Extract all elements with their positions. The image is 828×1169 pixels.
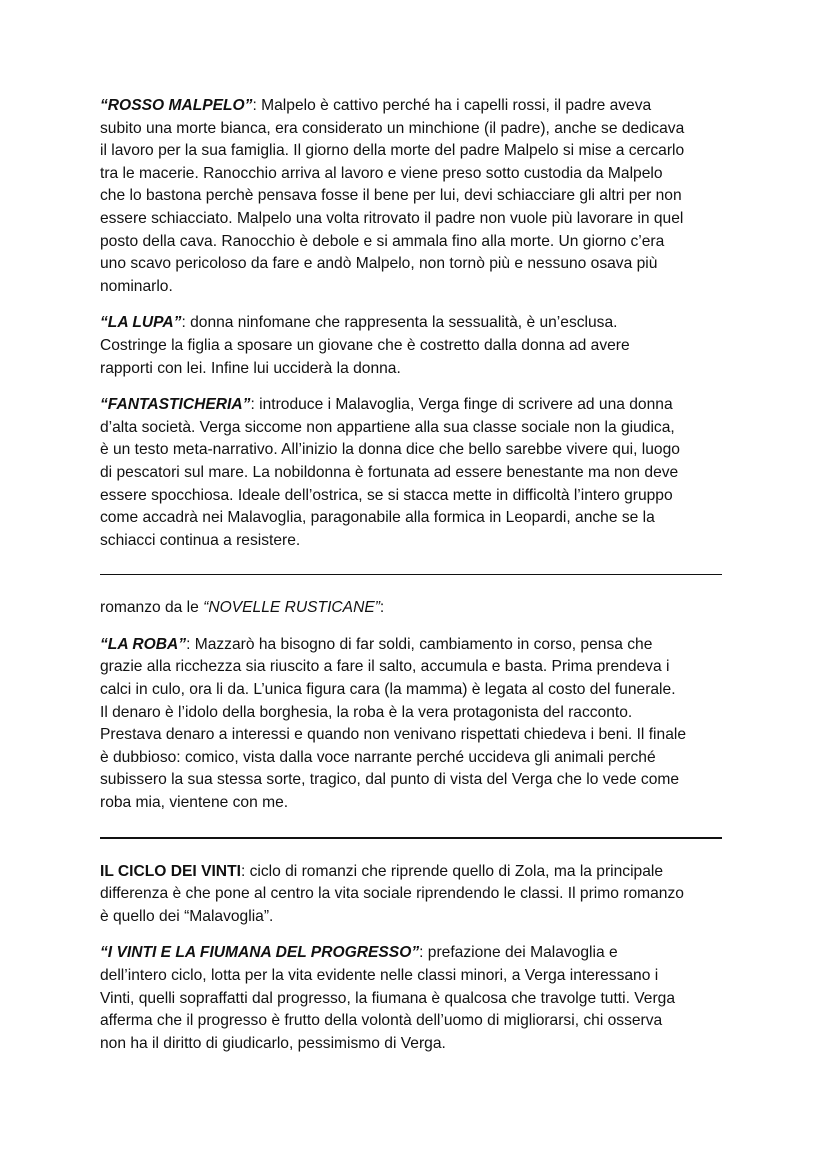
text-line: è dubbioso: comico, vista dalla voce narrante perché uccideva gli animali perché [100, 748, 656, 766]
text-line [100, 942, 728, 965]
text-line: subito una morte bianca, era considerato un minchione (il padre), anche se dedicava [100, 119, 685, 137]
paragraph-rosso-malpelo [100, 95, 728, 298]
text-line: il lavoro per la sua famiglia. Il giorno della morte del padre Malpelo si mise a cercarlo [100, 142, 685, 160]
section-title: “LA LUPA” [100, 314, 182, 332]
section-title: “LA ROBA” [100, 635, 187, 653]
text-line: Vinti, quelli sopraffatti dal progresso, la fiumana è qualcosa che travolge tutti. Verga [100, 989, 676, 1007]
text-line-content: : introduce i Malavoglia, Verga finge di scrivere ad una donna [250, 396, 673, 414]
text-line: è un testo meta-narrativo. All’inizio la donna dice che bello sarebbe vivere qui, luogo [100, 441, 680, 459]
novelle-title: “NOVELLE RUSTICANE” [203, 599, 380, 617]
text-line: non ha il diritto di giudicarlo, pessimismo di Verga. [100, 1034, 446, 1052]
section-title: “ROSSO MALPELO” [100, 97, 253, 114]
text-line: differenza è che pone al centro la vita sociale riprendendo le classi. Il primo romanzo [100, 885, 684, 903]
text-line: tra le macerie. Ranocchio arriva al lavoro e viene preso sotto custodia da Malpelo [100, 164, 663, 182]
paragraph-novelle-rusticane [100, 597, 728, 620]
section-title: “FANTASTICHERIA” [100, 396, 251, 414]
text-line [100, 394, 728, 417]
text-line: subissero la sua stessa sorte, tragico, dal punto di vista del Verga che lo vede come [100, 771, 680, 789]
text-line: rapporti con lei. Infine lui ucciderà la donna. [100, 359, 401, 377]
text-line: dell’intero ciclo, lotta per la vita evidente nelle classi minori, a Verga interessano i [100, 967, 659, 984]
text-line [100, 634, 728, 657]
text-line-content: : Malpelo è cattivo perché ha i capelli rossi, il padre aveva [252, 97, 652, 114]
text-line: essere spocchiosa. Ideale dell’ostrica, se si stacca mette in difficoltà l’intero gruppo [100, 486, 673, 504]
text-line: nominarlo. [100, 277, 173, 295]
paragraph-fantasticheria [100, 394, 728, 552]
novelle-suffix: : [379, 599, 385, 617]
text-line-content: : ciclo di romanzi che riprende quello di Zola, ma la principale [240, 862, 664, 880]
text-line: Prestava denaro a interessi e quando non venivano rispettati chiedeva i beni. Il finale [100, 726, 687, 744]
text-line: è quello dei “Malavoglia”. [100, 907, 274, 925]
text-line: come accadrà nei Malavoglia, paragonabile alla formica in Leopardi, anche se la [100, 509, 655, 527]
text-line-content: : prefazione dei Malavoglia e [419, 944, 618, 962]
text-line: Costringe la figlia a sposare un giovane che è costretto dalla donna ad avere [100, 336, 630, 354]
text-line: che lo bastona perchè pensava fosse il bene per lui, devi schiacciare gli altri per non [100, 187, 682, 205]
text-line: grazie alla ricchezza sia riuscito a fare il salto, accumula e basta. Prima prendeva i [100, 658, 670, 676]
text-line-content: : donna ninfomane che rappresenta la sessualità, è un’esclusa. [181, 314, 618, 332]
paragraph-vinti-fiumana [100, 942, 728, 1055]
horizontal-rule [100, 574, 722, 575]
text-line: schiacci continua a resistere. [100, 531, 301, 549]
text-line [100, 95, 728, 118]
text-line: Il denaro è l’idolo della borghesia, la roba è la vera protagonista del racconto. [100, 703, 633, 721]
text-line: essere schiacciato. Malpelo una volta ritrovato il padre non vuole più lavorare in quel [100, 209, 684, 227]
document-page [100, 95, 728, 1069]
horizontal-rule [100, 837, 722, 839]
paragraph-la-lupa [100, 312, 728, 380]
text-line: uno scavo pericoloso da fare e andò Malpelo, non tornò più e nessuno osava più [100, 255, 658, 273]
paragraph-ciclo-dei-vinti [100, 861, 728, 929]
paragraph-la-roba [100, 634, 728, 815]
text-line-content: : Mazzarò ha bisogno di far soldi, cambiamento in corso, pensa che [186, 635, 653, 653]
section-title: IL CICLO DEI VINTI [100, 862, 241, 880]
text-line: posto della cava. Ranocchio è debole e si ammala fino alla morte. Un giorno c’era [100, 232, 665, 250]
text-line [100, 861, 728, 884]
text-line: afferma che il progresso è frutto della volontà dell’uomo di migliorarsi, chi osserva [100, 1012, 663, 1030]
text-line: roba mia, vientene con me. [100, 794, 289, 812]
text-line: d’alta società. Verga siccome non appartiene alla sua classe sociale non la giudica, [100, 418, 675, 436]
section-title: “I VINTI E LA FIUMANA DEL PROGRESSO” [100, 944, 420, 962]
novelle-prefix: romanzo da le [100, 599, 204, 617]
text-line: calci in culo, ora li da. L’unica figura cara (la mamma) è legata al costo del funerale. [100, 681, 676, 699]
text-line [100, 312, 728, 335]
text-line: di pescatori sul mare. La nobildonna è fortunata ad essere benestante ma non deve [100, 463, 679, 481]
